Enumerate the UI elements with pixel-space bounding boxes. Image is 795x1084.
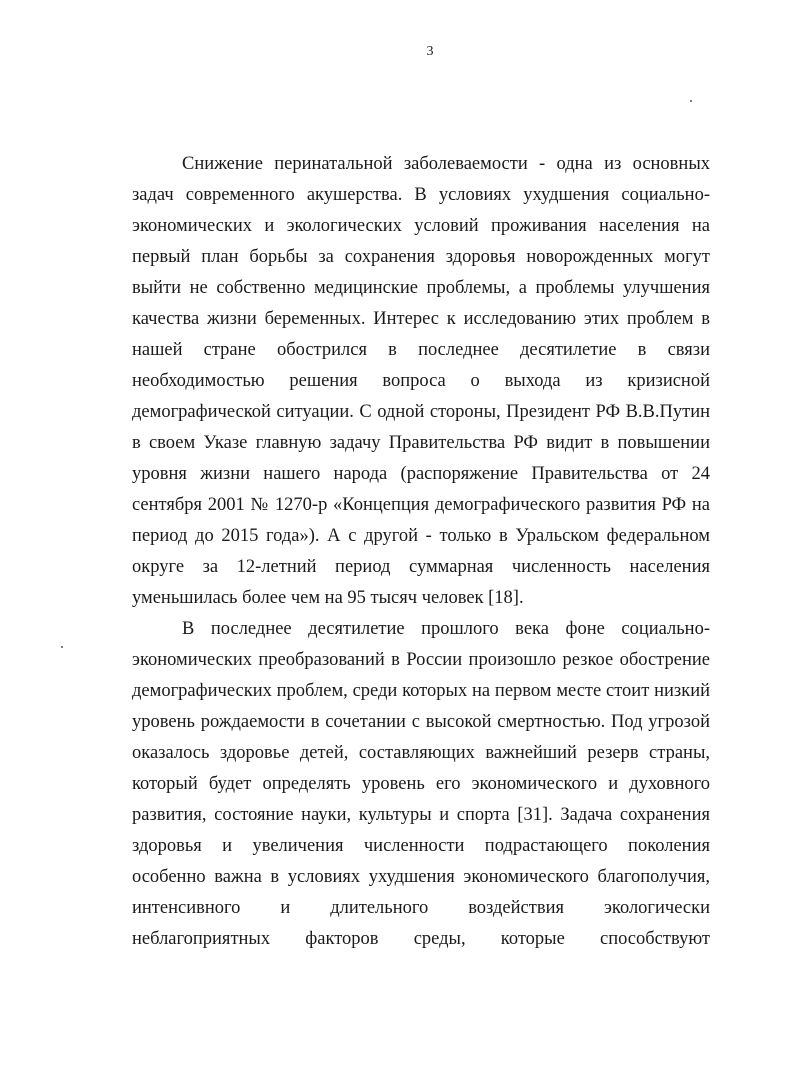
text-line: В последнее десятилетие прошлого века фоне социально- — [182, 619, 710, 639]
text-line: период до 2015 года»). А с другой - только в Уральском федеральном — [132, 526, 710, 546]
text-line: уровня жизни нашего народа (распоряжение Правительства от 24 — [132, 464, 710, 484]
text-line: сентября 2001 № 1270-р «Концепция демографического развития РФ на — [132, 495, 710, 515]
text-line: необходимостью решения вопроса о выхода из кризисной — [132, 371, 710, 391]
text-line: уменьшилась более чем на 95 тысяч человек [18]. — [132, 588, 524, 608]
text-line: в своем Указе главную задачу Правительства РФ видит в повышении — [132, 433, 710, 453]
scan-speck — [690, 100, 692, 102]
text-line: первый план борьбы за сохранения здоровья новорожденных могут — [132, 247, 710, 267]
page-number: 3 — [426, 44, 434, 59]
text-line: интенсивного и длительного воздействия экологически — [132, 898, 710, 918]
text-line: который будет определять уровень его экономического и духовного — [132, 774, 710, 794]
text-line: демографических проблем, среди которых на первом месте стоит низкий — [132, 681, 710, 701]
text-line: оказалось здоровье детей, составляющих важнейший резерв страны, — [132, 743, 710, 763]
text-line: задач современного акушерства. В условиях ухудшения социально- — [132, 185, 710, 205]
text-line: экономических преобразований в России произошло резкое обострение — [132, 650, 710, 670]
scan-speck — [61, 646, 63, 648]
text-line: Снижение перинатальной заболеваемости - одна из основных — [182, 154, 710, 174]
text-line: выйти не собственно медицинские проблемы, а проблемы улучшения — [132, 278, 710, 298]
text-line: качества жизни беременных. Интерес к исследованию этих проблем в — [132, 309, 710, 329]
text-line: уровень рождаемости в сочетании с высокой смертностью. Под угрозой — [132, 712, 710, 732]
text-line: особенно важна в условиях ухудшения экономического благополучия, — [132, 867, 710, 887]
text-line: здоровья и увеличения численности подрастающего поколения — [132, 836, 710, 856]
text-line: округе за 12-летний период суммарная численность населения — [132, 557, 710, 577]
text-line: демографической ситуации. С одной стороны, Президент РФ В.В.Путин — [132, 402, 710, 422]
text-line: развития, состояние науки, культуры и спорта [31]. Задача сохранения — [132, 805, 710, 825]
text-line: нашей стране обострился в последнее десятилетие в связи — [132, 340, 710, 360]
text-line: экономических и экологических условий проживания населения на — [132, 216, 710, 236]
text-line: неблагоприятных факторов среды, которые способствуют — [132, 929, 710, 949]
